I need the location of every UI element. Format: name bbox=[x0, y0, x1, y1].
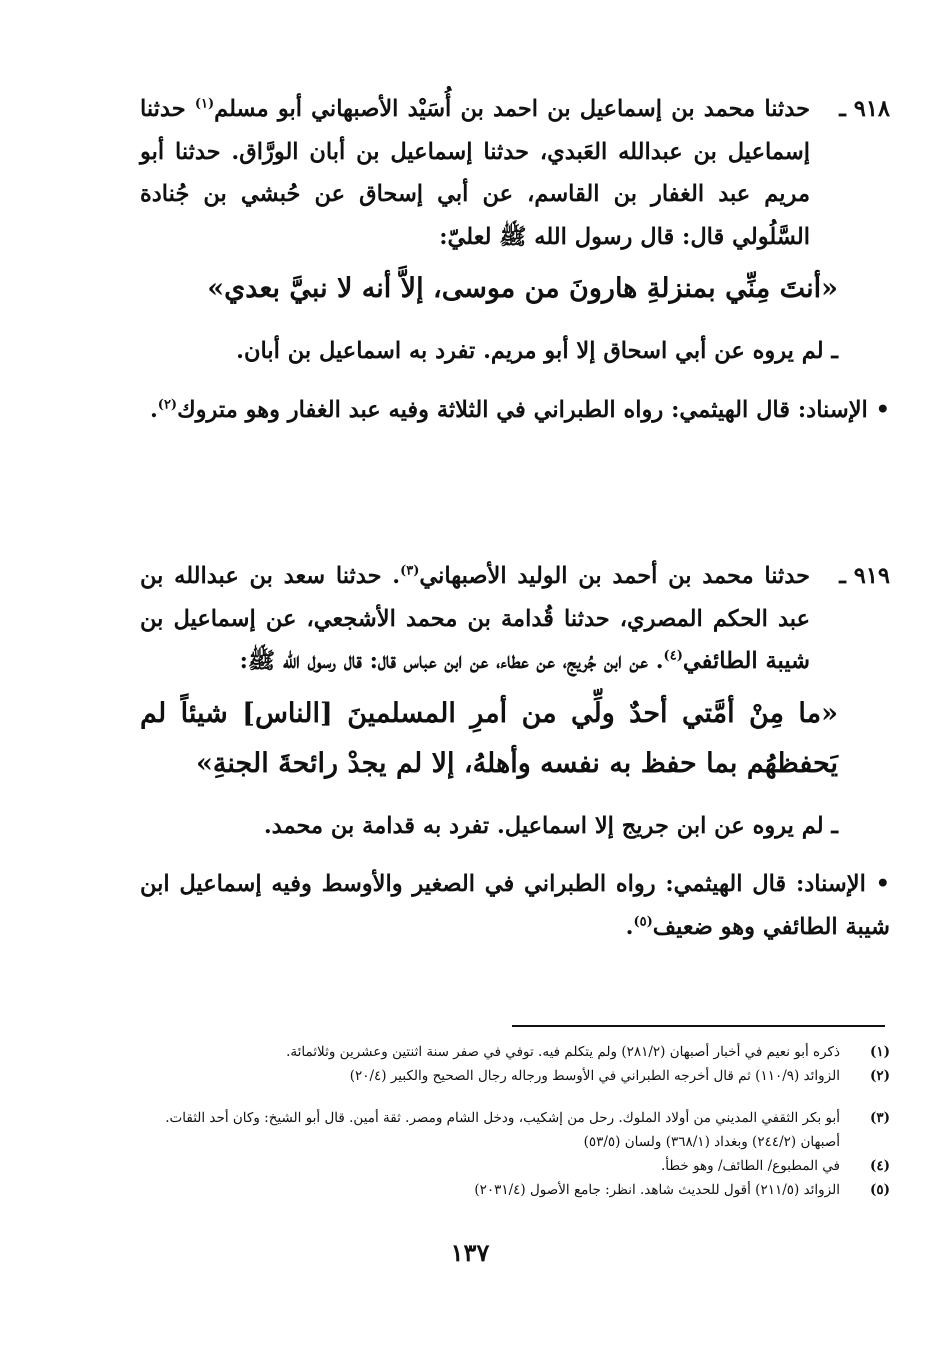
footnote bbox=[140, 1154, 890, 1178]
hadith-chain bbox=[140, 88, 810, 258]
footnote bbox=[140, 1040, 890, 1064]
footnote-ref: (٢) bbox=[157, 397, 178, 412]
chain-text: حدثنا محمد بن أحمد بن الوليد الأصبهاني bbox=[419, 563, 810, 589]
hadith-note: ـ لم يروه عن أبي اسحاق إلا أبو مريم. تفرد به اسماعيل بن أبان. bbox=[236, 338, 838, 364]
footnote-ref: (٤) bbox=[663, 648, 683, 664]
footnote-text: ذكره أبو نعيم في أخبار أصبهان (٢٨١/٢) ولم يتكلم فيه. توفي في صفر سنة اثنتين وعشرين وثلاثمائة. bbox=[286, 1044, 840, 1060]
hadith-quote: «ما مِنْ أمَّتي أحدٌ ولِّي من أمرِ المسلمينَ [الناس] شيئاً لم يَحفظهُم بما حفظ به نفسه وأهلهُ، إلا لم يجدْ رائحةَ الجنةِ» bbox=[140, 697, 838, 779]
chain-text: حدثنا محمد بن إسماعيل بن احمد بن أُسَيْد الأصبهاني أبو مسلم bbox=[214, 96, 810, 122]
isnad-label: • الإسناد: bbox=[797, 396, 890, 423]
footnote-number: (٢) bbox=[869, 1068, 890, 1084]
isnad-label: • الإسناد: bbox=[795, 871, 890, 897]
footnote-number: (٤) bbox=[869, 1158, 890, 1174]
page-number: ١٣٧ bbox=[450, 1238, 490, 1267]
footnote-number: (٥) bbox=[869, 1182, 890, 1198]
footnote-number: (١) bbox=[869, 1044, 890, 1060]
hadith-note: ـ لم يروه عن ابن جريج إلا اسماعيل. تفرد به قدامة بن محمد. bbox=[263, 812, 838, 839]
isnad-paragraph bbox=[140, 863, 890, 948]
footnote bbox=[140, 1106, 890, 1154]
footnote-text: الزوائد (١١٠/٩) ثم قال أخرجه الطبراني في الأوسط ورجاله رجال الصحيح والكبير (٢٠/٤) bbox=[349, 1068, 840, 1084]
isnad-text: قال الهيثمي: رواه الطبراني في الصغير والأوسط وفيه إسماعيل ابن شيبة الطائفي وهو ضعيف bbox=[140, 871, 890, 940]
hadith-number: ٩١٩ ـ bbox=[839, 563, 890, 589]
isnad-paragraph bbox=[140, 389, 890, 432]
isnad-end: . bbox=[625, 913, 634, 940]
footnote-text: في المطبوع/ الطائف/ وهو خطأ. bbox=[660, 1158, 840, 1174]
hadith-number: ٩١٨ ـ bbox=[839, 96, 890, 122]
chain-text: . عن ابن جُريج، عن عطاء، عن ابن عباس قال: قال رسول الله ﷺ: bbox=[239, 648, 664, 674]
footnote-ref: (١) bbox=[194, 96, 215, 112]
footnote-text: الزوائد (٢١١/٥) أقول للحديث شاهد. انظر: جامع الأصول (٢٠٣١/٤) bbox=[474, 1182, 840, 1198]
hadith-chain bbox=[140, 555, 810, 683]
footnote-text: أبو بكر الثقفي المديني من أولاد الملوك. رحل من إشكيب، ودخل الشام ومصر. ثقة أمين. قال أبو الشيخ: وكان أحد الثقات. أصبهان (٢٤٤/٢) وبغداد (٣٦٨/١) ولسان (٥٣/٥) bbox=[165, 1110, 840, 1150]
footnote-ref: (٣) bbox=[400, 563, 420, 579]
chain-text: حدثنا إسماعيل بن عبدالله العَبدي، حدثنا إسماعيل بن أبان الورَّاق. حدثنا أبو مريم عبد الغفار بن القاسم، عن أبي إسحاق عن حُبشي بن جُنادة السَّلُولي قال: قال رسول الله ﷺ لعليّ: bbox=[140, 96, 810, 250]
isnad-end: . bbox=[149, 396, 158, 423]
footnote-ref: (٥) bbox=[633, 914, 653, 929]
footnote bbox=[140, 1178, 890, 1202]
hadith-919 bbox=[140, 555, 890, 948]
footnote-divider bbox=[512, 1025, 885, 1027]
footnote bbox=[140, 1064, 890, 1088]
footnotes bbox=[140, 1040, 890, 1202]
chain-text: . حدثنا سعد بن عبدالله بن عبد الحكم المصري، حدثنا قُدامة بن محمد الأشجعي، عن إسماعيل بن شيبة الطائفي bbox=[140, 563, 810, 674]
footnote-number: (٣) bbox=[869, 1110, 890, 1126]
hadith-quote: «أنتَ مِنِّي بمنزلةِ هارونَ من موسى، إلاَّ أنه لا نبيَّ بعدي» bbox=[207, 273, 838, 304]
isnad-text: قال الهيثمي: رواه الطبراني في الثلاثة وفيه عبد الغفار وهو متروك bbox=[177, 396, 798, 423]
hadith-918 bbox=[140, 88, 890, 431]
